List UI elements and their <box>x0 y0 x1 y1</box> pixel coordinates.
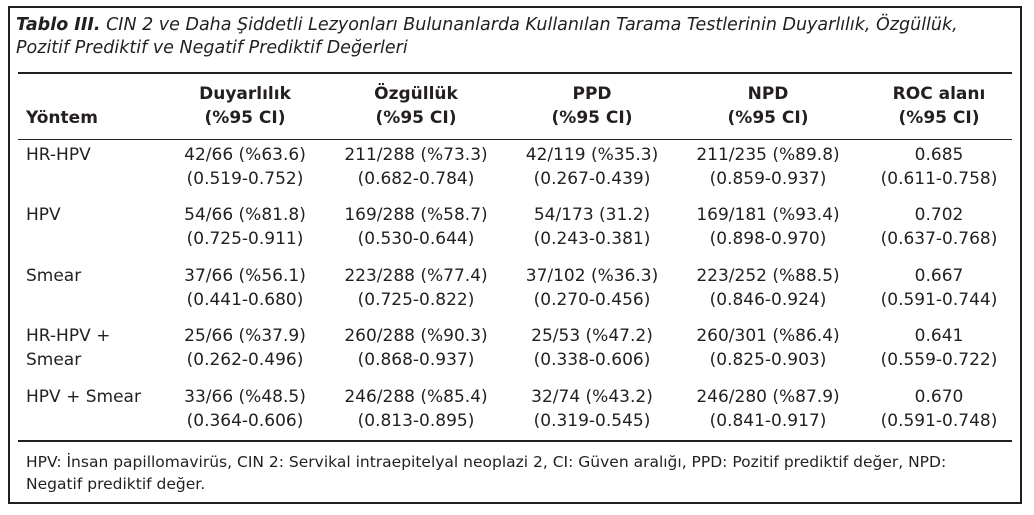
table-cell: (0.267-0.439) <box>533 169 651 189</box>
header-npd-l2: (%95 CI) <box>727 108 809 128</box>
bottom-rule <box>18 440 1012 442</box>
table-cell: (0.898-0.970) <box>709 229 827 249</box>
header-specificity-l1: Özgüllük <box>374 84 458 104</box>
table-cell: (0.441-0.680) <box>186 290 304 310</box>
table-cell: 54/66 (%81.8) <box>184 205 306 225</box>
table-cell: (0.813-0.895) <box>357 411 475 431</box>
row-method-l1: HPV <box>26 205 61 225</box>
header-specificity <box>330 82 502 130</box>
table-cell: 260/288 (%90.3) <box>344 326 488 346</box>
table-cell: (0.591-0.748) <box>880 411 998 431</box>
table-cell: 0.670 <box>914 387 964 407</box>
table-cell: 33/66 (%48.5) <box>184 387 306 407</box>
table-cell: (0.591-0.744) <box>880 290 998 310</box>
table-cell: 223/288 (%77.4) <box>344 266 488 286</box>
table-cell: (0.338-0.606) <box>533 350 651 370</box>
table-cell: (0.519-0.752) <box>186 169 304 189</box>
header-sensitivity-l2: (%95 CI) <box>204 108 286 128</box>
table-cell: (0.637-0.768) <box>880 229 998 249</box>
header-method: Yöntem <box>26 108 98 128</box>
table-cell: (0.364-0.606) <box>186 411 304 431</box>
table-cell: (0.841-0.917) <box>709 411 827 431</box>
header-ppd-l2: (%95 CI) <box>551 108 633 128</box>
header-ppd <box>502 82 682 130</box>
table-cell: 169/181 (%93.4) <box>696 205 840 225</box>
table-cell: (0.319-0.545) <box>533 411 651 431</box>
row-method-l2: Smear <box>26 350 82 370</box>
table-cell: 260/301 (%86.4) <box>696 326 840 346</box>
table-cell: (0.559-0.722) <box>880 350 998 370</box>
table-cell: (0.725-0.822) <box>357 290 475 310</box>
header-sensitivity-l1: Duyarlılık <box>199 84 291 104</box>
header-roc-l1: ROC alanı <box>892 84 986 104</box>
row-method-l1: HPV + Smear <box>26 387 141 407</box>
table-cell: (0.725-0.911) <box>186 229 304 249</box>
table-cell: 211/288 (%73.3) <box>344 145 488 165</box>
table-cell: (0.868-0.937) <box>357 350 475 370</box>
header-npd <box>682 82 854 130</box>
table-cell: 54/173 (31.2) <box>533 205 651 225</box>
row-method-l1: Smear <box>26 266 82 286</box>
header-ppd-l1: PPD <box>572 84 612 104</box>
table-cell: 37/102 (%36.3) <box>525 266 659 286</box>
table-cell: (0.859-0.937) <box>709 169 827 189</box>
table-cell: 25/66 (%37.9) <box>184 326 306 346</box>
table-cell: 37/66 (%56.1) <box>184 266 306 286</box>
table-cell: (0.611-0.758) <box>880 169 998 189</box>
top-rule <box>18 72 1012 74</box>
table-cell: 32/74 (%43.2) <box>531 387 653 407</box>
header-npd-l1: NPD <box>747 84 789 104</box>
table-cell: 211/235 (%89.8) <box>696 145 840 165</box>
table-cell: (0.262-0.496) <box>186 350 304 370</box>
table-cell: (0.825-0.903) <box>709 350 827 370</box>
table-cell: 0.702 <box>914 205 964 225</box>
header-specificity-l2: (%95 CI) <box>375 108 457 128</box>
table-caption <box>16 14 996 60</box>
row-method-l1: HR-HPV + <box>26 326 111 346</box>
table-footnote: HPV: İnsan papillomavirüs, CIN 2: Servikal intraepitelyal neoplazi 2, CI: Güven aralığı, PPD: Pozitif prediktif değer, NPD: Negatif prediktif değer. <box>26 453 947 493</box>
table-cell: (0.243-0.381) <box>533 229 651 249</box>
header-roc <box>864 82 1014 130</box>
header-sensitivity <box>160 82 330 130</box>
caption-lead: Tablo III. <box>16 15 101 35</box>
table-cell: (0.846-0.924) <box>709 290 827 310</box>
table-cell: 246/288 (%85.4) <box>344 387 488 407</box>
table-cell: 42/119 (%35.3) <box>525 145 659 165</box>
table-cell: 0.667 <box>914 266 964 286</box>
header-roc-l2: (%95 CI) <box>898 108 980 128</box>
row-method-l1: HR-HPV <box>26 145 91 165</box>
table-cell: 246/280 (%87.9) <box>696 387 840 407</box>
caption-text: CIN 2 ve Daha Şiddetli Lezyonları Bulunanlarda Kullanılan Tarama Testlerinin Duyarlılık, Özgüllük, Pozitif Prediktif ve Negatif Prediktif Değerleri <box>16 15 958 58</box>
table-cell: 223/252 (%88.5) <box>696 266 840 286</box>
table-cell: (0.530-0.644) <box>357 229 475 249</box>
table-cell: 25/53 (%47.2) <box>531 326 653 346</box>
table-cell: 42/66 (%63.6) <box>184 145 306 165</box>
table-cell: (0.682-0.784) <box>357 169 475 189</box>
table-cell: 0.641 <box>914 326 964 346</box>
table-cell: 0.685 <box>914 145 964 165</box>
table-cell: 169/288 (%58.7) <box>344 205 488 225</box>
header-rule <box>18 139 1012 140</box>
table-cell: (0.270-0.456) <box>533 290 651 310</box>
